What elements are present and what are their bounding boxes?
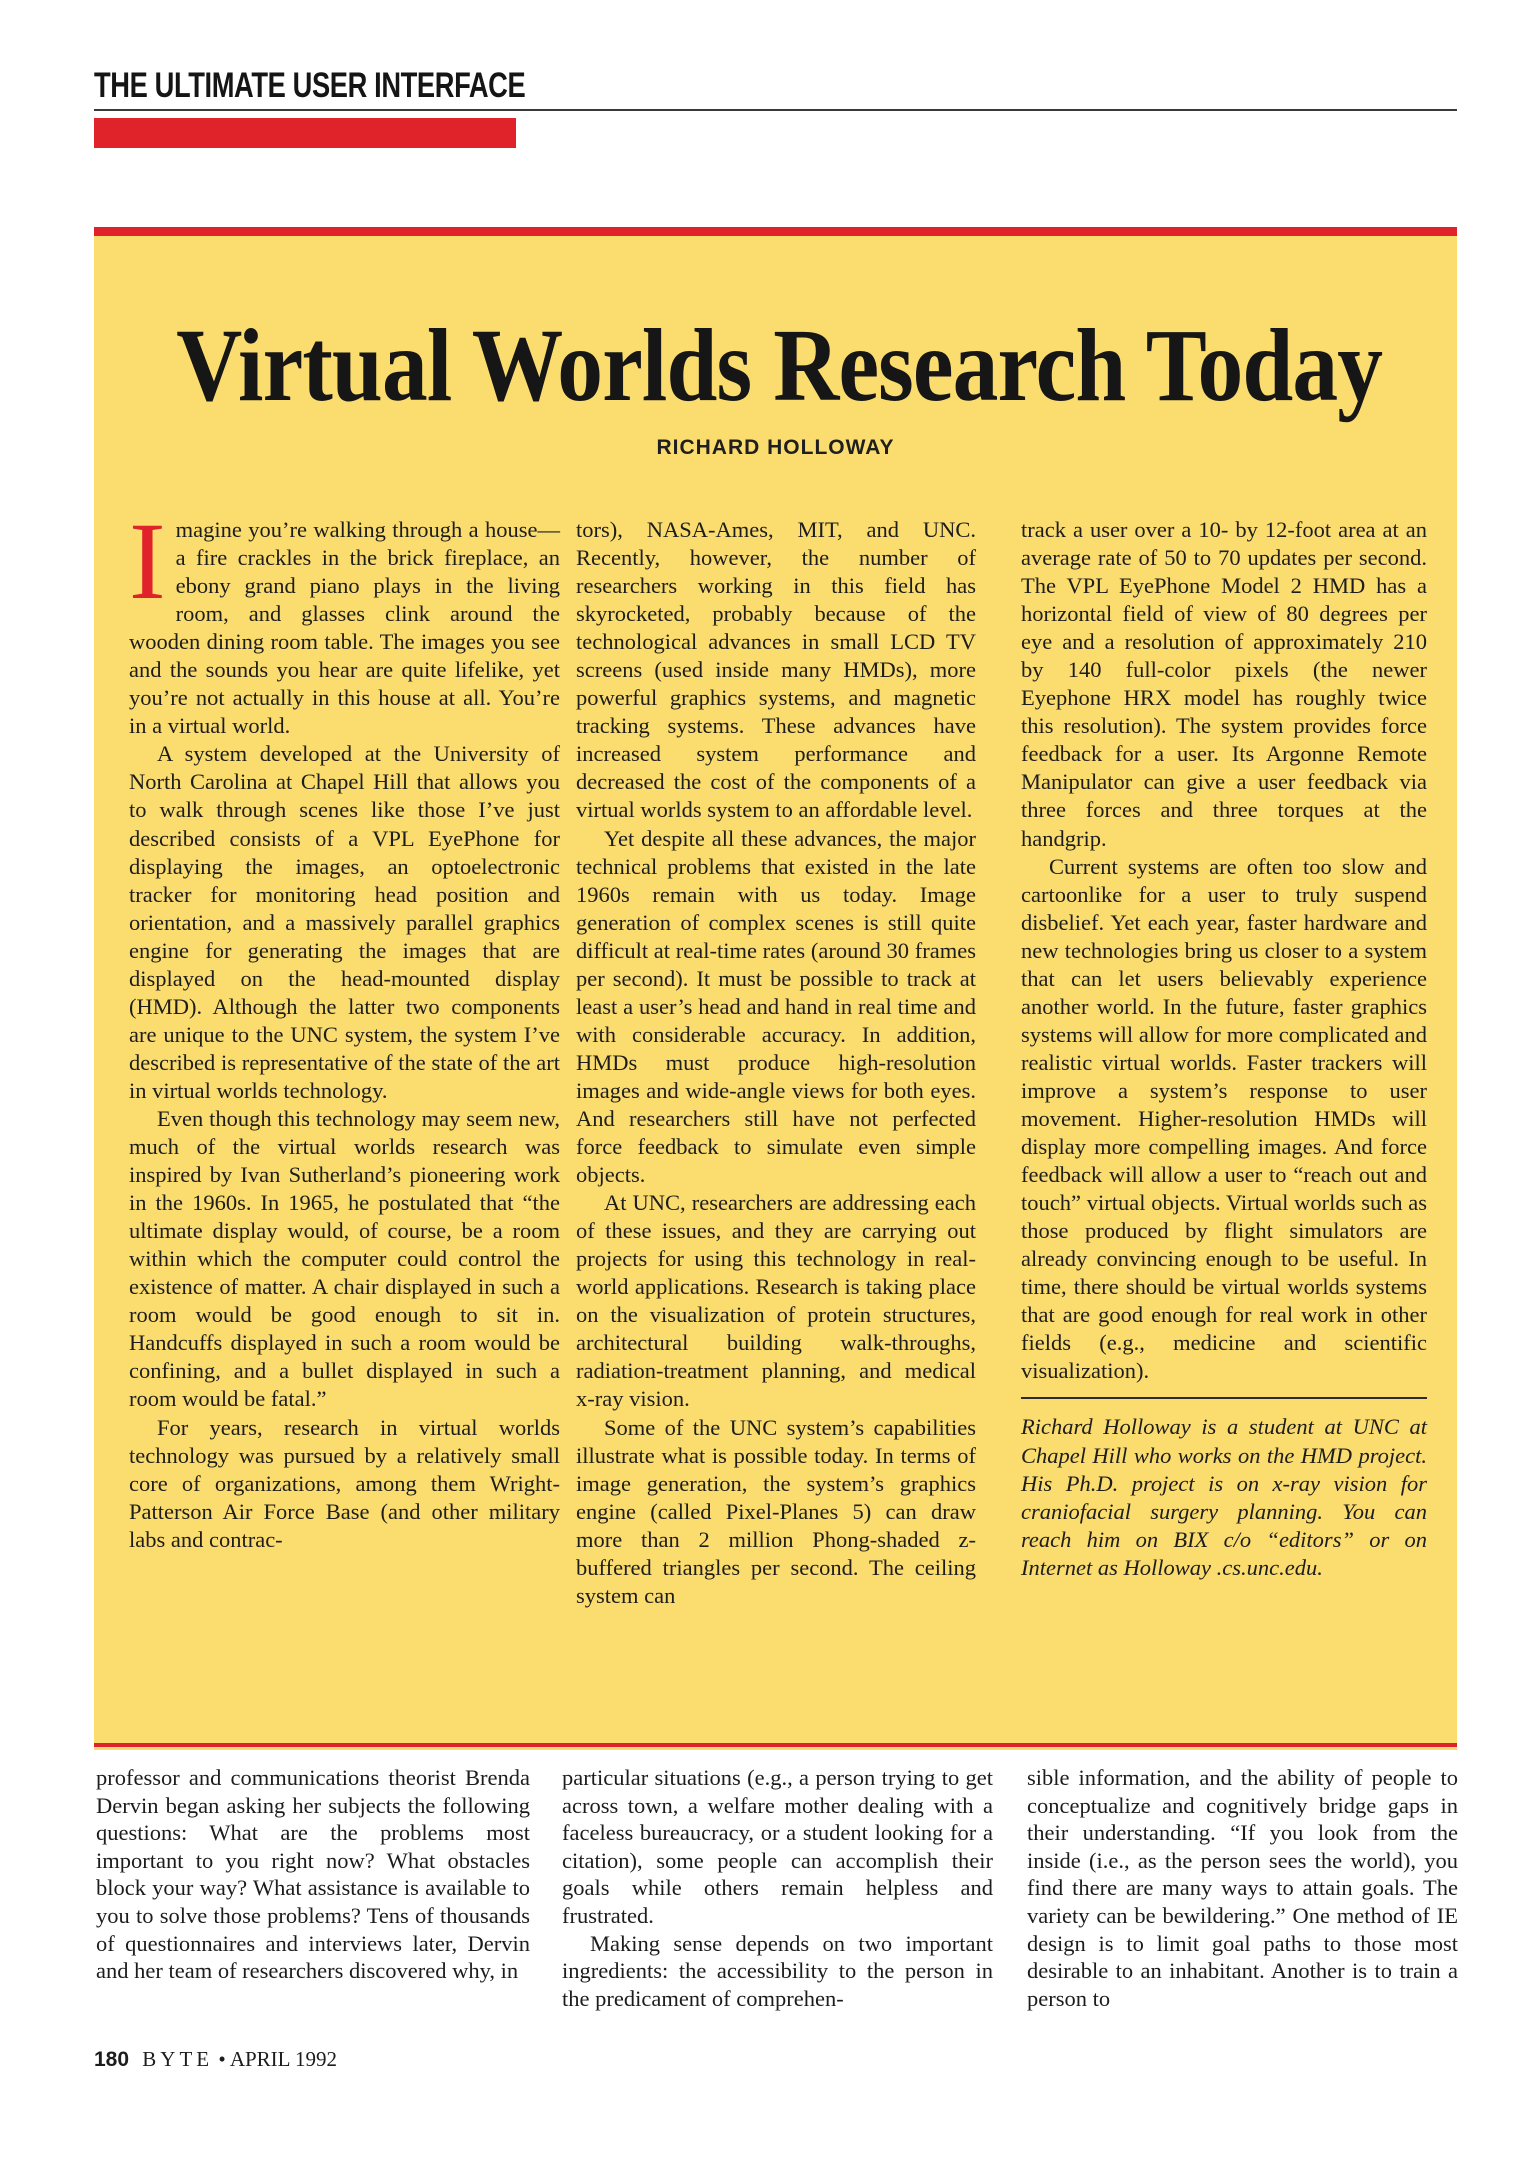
paragraph: Imagine you’re walking through a house—a fire crackles in the brick fireplace, an ebony grand piano plays in the living room, and glasses clink around the wooden dining room table. The images you see and the sounds you hear are quite lifelike, yet you’re not actually in this house at all. You’re in a virtual world.: [129, 500, 560, 739]
sidebar-headline: Virtual Worlds Research Today: [176, 308, 1383, 423]
main-column-3: [1027, 1764, 1458, 2012]
paragraph: At UNC, researchers are addressing each of these issues, and they are carrying out projects for using this technology in real-world applications. Research is taking place on the visualization of protein structures, architectural building walk-throughs, radiation-treatment planning, and medical x-ray vision.: [576, 1190, 976, 1412]
paragraph: particular situations (e.g., a person trying to get across town, a welfare mother dealing with a faceless bureaucracy, or a student looking for a citation), some people can accomplish their goals while others remain helpless and frustrated.: [562, 1765, 993, 1928]
paragraph: Even though this technology may seem new, much of the virtual worlds research was inspired by Ivan Sutherland’s pioneering work in the 1960s. In 1965, he postulated that “the ultimate display would, of course, be a room within which the computer could control the existence of matter. A chair displayed in such a room would be good enough to sit in. Handcuffs displayed in such a room would be confining, and a bullet displayed in such a room would be fatal.”: [129, 1105, 560, 1412]
author-bio: Richard Holloway is a student at UNC at Chapel Hill who works on the HMD project. His Ph.D. project is on x-ray vision for craniofacial surgery planning. You can reach him on BIX c/o “editors” or on Internet as Holloway .cs.unc.edu.: [1021, 1414, 1427, 1580]
drop-cap: I: [129, 500, 166, 622]
page-footer: [94, 2047, 337, 2072]
paragraph: track a user over a 10- by 12-foot area at an average rate of 50 to 70 updates per second. The VPL EyePhone Model 2 HMD has a horizontal field of view of 80 degrees per eye and a resolution of approximately 210 by 140 full-color pixels (the newer Eyephone HRX model has roughly twice this resolution). The system provides force feedback for a user. Its Argonne Remote Manipulator can give a user feedback via three forces and three torques at the handgrip.: [1021, 517, 1427, 851]
paragraph: Making sense depends on two important ingredients: the accessibility to the person in the predicament of comprehen-: [562, 1930, 993, 2011]
page-number: 180: [94, 2048, 130, 2071]
sidebar-column-3: [1021, 516, 1427, 1582]
paragraph: Some of the UNC system’s capabilities illustrate what is possible today. In terms of image generation, the system’s graphics engine (called Pixel-Planes 5) can draw more than 2 million Phong-shaded z-buffered triangles per second. The ceiling system can: [576, 1414, 976, 1608]
section-rule: [94, 109, 1457, 111]
paragraph: tors), NASA-Ames, MIT, and UNC. Recently, however, the number of researchers working in this field has skyrocketed, probably because of the technological advances in small LCD TV screens (used inside many HMDs), more powerful graphics systems, and magnetic tracking systems. These advances have increased system performance and decreased the cost of the components of a virtual worlds system to an affordable level.: [576, 517, 976, 823]
main-column-2: [562, 1764, 993, 2012]
paragraph: For years, research in virtual worlds technology was pursued by a relatively small core of organizations, among them Wright-Patterson Air Force Base (and other military labs and contrac-: [129, 1414, 560, 1552]
sidebar-box: [94, 227, 1457, 1750]
paragraph: Yet despite all these advances, the major technical problems that existed in the late 1960s remain with us today. Image generation of complex scenes is still quite difficult at real-time rates (around 30 frames per second). It must be possible to track at least a user’s head and hand in real time and with considerable accuracy. In addition, HMDs must produce high-resolution images and wide-angle views for both eyes. And researchers still have not perfected force feedback to simulate even simple objects.: [576, 825, 976, 1188]
footer-separator: •: [218, 2047, 226, 2071]
sidebar-column-1: [129, 500, 560, 1554]
section-title: THE ULTIMATE USER INTERFACE: [94, 66, 526, 105]
section-accent-bar: [94, 118, 516, 148]
issue-date: APRIL 1992: [229, 2047, 337, 2071]
paragraph: professor and communications theorist Brenda Dervin began asking her subjects the following questions: What are the problems most important to you right now? What obstacles block your way? What assistance is available to you to solve those problems? Tens of thousands of questionnaires and interviews later, Dervin and her team of researchers discovered why, in: [96, 1765, 530, 1984]
sidebar-column-2: [576, 516, 976, 1610]
main-column-1: [96, 1764, 530, 1985]
sidebar-bottom-rule: [94, 1743, 1457, 1747]
paragraph: sible information, and the ability of people to conceptualize and cognitively bridge gaps in their understanding. “If you look from the inside (i.e., as the person sees the world), you find there are many ways to attain goals. The variety can be bewildering.” One method of IE design is to limit goal paths to those most desirable to an inhabitant. Another is to train a person to: [1027, 1765, 1458, 2011]
magazine-name: BYTE: [142, 2047, 214, 2071]
sidebar-byline: RICHARD HOLLOWAY: [656, 436, 895, 459]
paragraph: Current systems are often too slow and cartoonlike for a user to truly suspend disbelief. Yet each year, faster hardware and new technologies bring us closer to a system that can let users believably experience another world. In the future, faster graphics systems will allow for more complicated and realistic virtual worlds. Faster trackers will improve a system’s response to user movement. Higher-resolution HMDs will display more compelling images. And force feedback will allow a user to “reach out and touch” virtual objects. Virtual worlds such as those produced by flight simulators are already convincing enough to be useful. In time, there should be virtual worlds systems that are good enough for real work in other fields (e.g., medicine and scientific visualization).: [1021, 853, 1427, 1384]
bio-divider: [1021, 1397, 1427, 1399]
paragraph: A system developed at the University of North Carolina at Chapel Hill that allows you to walk through scenes like those I’ve just described consists of a VPL EyePhone for displaying the images, an optoelectronic tracker for monitoring head position and orientation, and a massively parallel graphics engine for generating the images that are displayed on the head-mounted display (HMD). Although the latter two components are unique to the UNC system, the system I’ve described is representative of the state of the art in virtual worlds technology.: [129, 741, 560, 1103]
